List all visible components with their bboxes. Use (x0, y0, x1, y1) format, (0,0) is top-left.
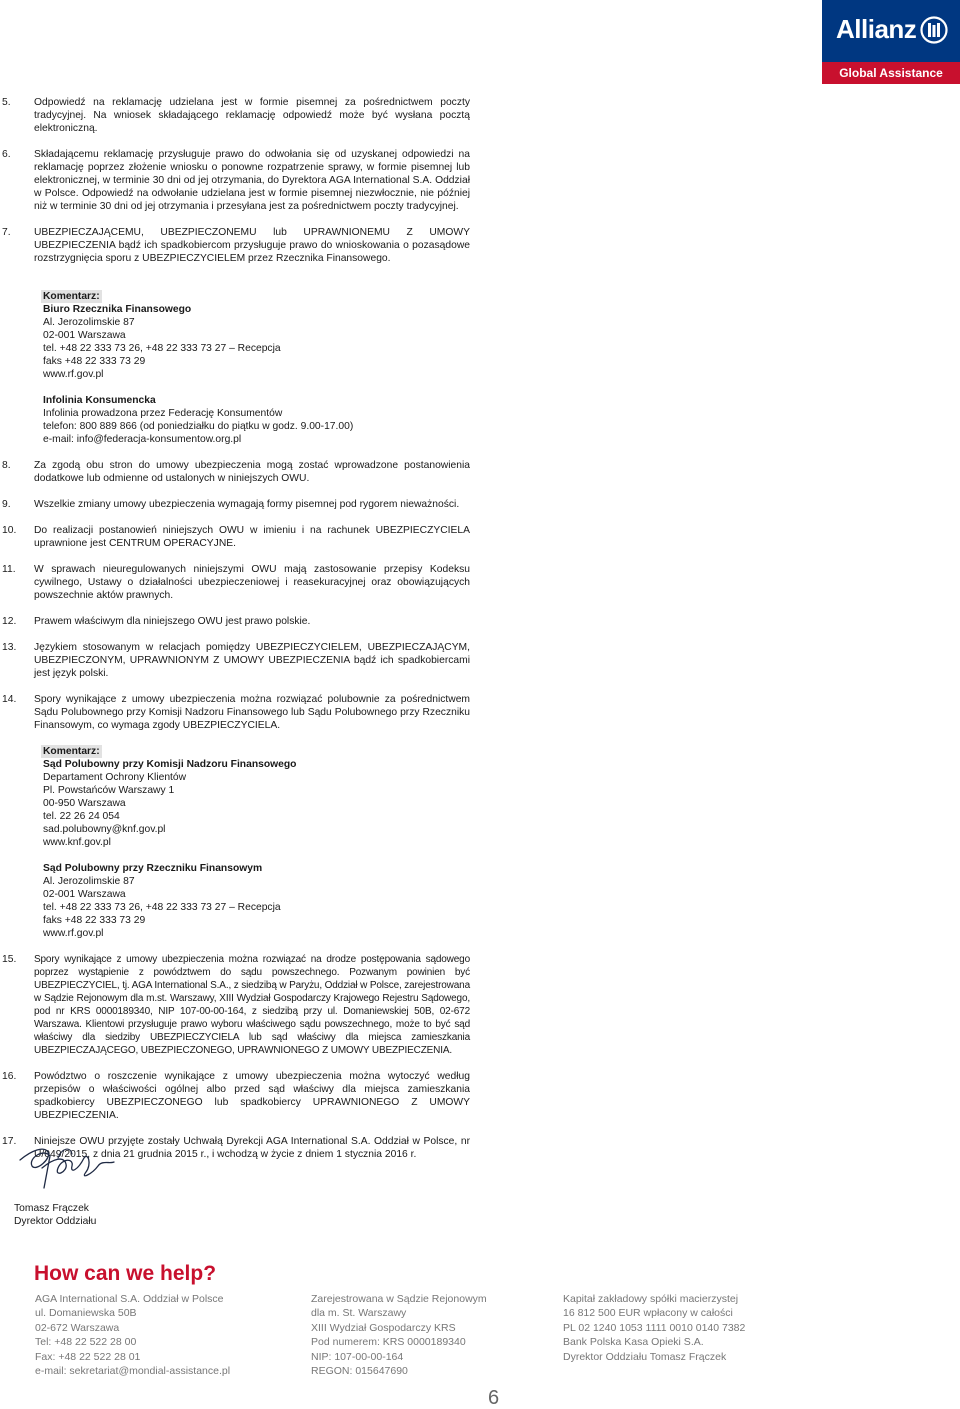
clause-number: 12. (2, 616, 17, 627)
footer-column-registration (311, 1292, 487, 1378)
footer-line: REGON: 015647690 (311, 1365, 408, 1378)
clause-number: 14. (2, 694, 17, 705)
comment-label: Komentarz: (43, 291, 100, 302)
clause-5 (0, 96, 470, 135)
clause-15 (0, 953, 470, 1057)
clause-text: Za zgodą obu stron do umowy ubezpieczenia mogą zostać wprowadzone postanowienia dodatkowe lub odmienne od ustalonych w niniejszych OWU. (34, 460, 470, 484)
address-phone: tel. +48 22 333 73 26, +48 22 333 73 27 – Recepcja (43, 902, 281, 913)
clause-number: 15. (2, 954, 17, 965)
logo-wordmark: Allianz (836, 14, 917, 44)
address-name: Biuro Rzecznika Finansowego (43, 304, 192, 315)
footer-line: dla m. St. Warszawy (311, 1307, 407, 1320)
document-body (0, 96, 470, 1174)
clause-number: 9. (2, 499, 11, 510)
address-fax: faks +48 22 333 73 29 (43, 356, 146, 367)
footer-line: NIP: 107-00-00-164 (311, 1350, 404, 1363)
address-city: 02-001 Warszawa (43, 889, 126, 900)
clause-text: Niniejsze OWU przyjęte zostały Uchwałą Dyrekcji AGA International S.A. Oddział w Polsce, nr U/049/2015, z dnia 21 grudnia 2015 r., i wchodzą w życie z dniem 1 stycznia 2016 r. (34, 1136, 470, 1160)
comment-box-infolinia (43, 394, 470, 446)
clause-6 (0, 148, 470, 213)
clause-text: Do realizacji postanowień niniejszych OWU w imieniu i na rachunek UBEZPIECZYCIELA uprawnione jest CENTRUM OPERACYJNE. (34, 525, 470, 549)
address-phone: tel. 22 26 24 054 (43, 811, 120, 822)
clause-number: 8. (2, 460, 11, 471)
address-name: Sąd Polubowny przy Komisji Nadzoru Finansowego (43, 759, 297, 770)
comment-box-knf (43, 745, 470, 849)
clause-text: Językiem stosowanym w relacjach pomiędzy UBEZPIECZYCIELEM, UBEZPIECZAJĄCYM, UBEZPIECZONYM, UPRAWNIONYM Z UMOWY UBEZPIECZENIA bądź ich spadkobiercami jest język polski. (34, 642, 470, 679)
footer-line: Zarejestrowana w Sądzie Rejonowym (311, 1293, 487, 1305)
address-street: Al. Jerozolimskie 87 (43, 317, 135, 328)
clause-11 (0, 563, 470, 602)
clause-text: Prawem właściwym dla niniejszego OWU jest prawo polskie. (34, 616, 311, 627)
address-street: Al. Jerozolimskie 87 (43, 876, 135, 887)
clause-text: Składającemu reklamację przysługuje prawo do odwołania się od uzyskanej odpowiedzi na reklamację poprzez złożenie wniosku o ponowne rozpatrzenie sprawy, w formie pisemnej lub elektronicznej, w terminie 30 dni od jej otrzymania, do Dyrektora AGA International S.A. Oddział w Polsce. Odpowiedź na odwołanie udzielana jest w formie pisemnej niezwłocznie, nie później niż w terminie 30 dni od jej otrzymania i przesyłana jest za pośrednictwem poczty tradycyjnej. (34, 149, 470, 212)
footer-line: Pod numerem: KRS 0000189340 (311, 1336, 466, 1349)
clause-text: UBEZPIECZAJĄCEMU, UBEZPIECZONEMU lub UPRAWNIONEMU Z UMOWY UBEZPIECZENIA bądź ich spadkobiercom przysługuje prawo do wnioskowania o pozasądowe rozstrzygnięcia sporu z UBEZPIECZYCIELEM przez Rzecznika Finansowego. (34, 227, 470, 264)
address-website: www.rf.gov.pl (43, 928, 104, 939)
address-name: Sąd Polubowny przy Rzeczniku Finansowym (43, 863, 263, 874)
clause-16 (0, 1070, 470, 1122)
comment-box-rzecznik (43, 290, 470, 381)
clause-number: 5. (2, 97, 11, 108)
address-description: Infolinia prowadzona przez Federację Konsumentów (43, 408, 283, 419)
address-city: 00-950 Warszawa (43, 798, 126, 809)
clause-number: 11. (2, 564, 16, 575)
clause-text: Powództwo o roszczenie wynikające z umowy ubezpieczenia można wytoczyć według przepisów o właściwości ogólnej albo przed sąd właściwy dla miejsca zamieszkania spadkobiercy UBEZPIECZONEGO lub spadkobiercy UPRAWNIONEGO Z UMOWY UBEZPIECZENIA. (34, 1071, 470, 1121)
comment-label: Komentarz: (43, 746, 100, 757)
footer-line: Kapitał zakładowy spółki macierzystej (563, 1293, 739, 1305)
comment-box-sad-rf (43, 862, 470, 940)
address-city: 02-001 Warszawa (43, 330, 126, 341)
clause-13 (0, 641, 470, 680)
clause-7 (0, 226, 470, 265)
clause-text: Wszelkie zmiany umowy ubezpieczenia wymagają formy pisemnej pod rygorem nieważności. (34, 499, 460, 510)
clause-text: Spory wynikające z umowy ubezpieczenia można rozwiązać polubownie za pośrednictwem Sądu Polubownego przy Komisji Nadzoru Finansowego lub Sądu Polubownego przy Rzeczniku Finansowym, co wymaga zgody UBEZPIECZYCIELA. (34, 694, 470, 731)
clause-text: Odpowiedź na reklamację udzielana jest w formie pisemnej za pośrednictwem poczty tradycyjnej. Na wniosek składającego reklamację odpowiedź może być wysłana pocztą elektroniczną. (34, 97, 470, 134)
clause-number: 13. (2, 642, 17, 653)
address-name: Infolinia Konsumencka (43, 395, 156, 406)
footer-column-address (35, 1292, 230, 1378)
logo-subtitle: Global Assistance (822, 62, 960, 84)
footer-line: PL 02 1240 1053 1111 0010 0140 7382 (563, 1321, 746, 1334)
clause-12 (0, 615, 470, 628)
address-email: e-mail: info@federacja-konsumentow.org.pl (43, 434, 242, 445)
clause-number: 10. (2, 525, 17, 536)
clause-number: 6. (2, 149, 11, 160)
clause-number: 7. (2, 227, 11, 238)
address-phone: telefon: 800 889 866 (od poniedziałku do piątku w godz. 9.00-17.00) (43, 421, 354, 432)
footer-line: Fax: +48 22 522 28 01 (35, 1350, 141, 1363)
clause-text: W sprawach nieuregulowanych niniejszymi OWU mają zastosowanie przepisy Kodeksu cywilnego, Ustawy o działalności ubezpieczeniowej i reasekuracyjnej oraz obowiązujących powszechnie aktów prawnych. (34, 564, 470, 601)
clause-number: 17. (2, 1136, 17, 1147)
footer-heading: How can we help? (34, 1262, 217, 1285)
address-website: www.knf.gov.pl (43, 837, 111, 848)
clause-9 (0, 498, 470, 511)
clause-14 (0, 693, 470, 732)
clause-10 (0, 524, 470, 550)
address-street: Pl. Powstańców Warszawy 1 (43, 785, 175, 796)
clause-8 (0, 459, 470, 485)
footer-line: e-mail: sekretariat@mondial-assistance.pl (35, 1365, 231, 1378)
clause-number: 16. (2, 1071, 17, 1082)
footer-line: AGA International S.A. Oddział w Polsce (35, 1293, 224, 1305)
address-website: www.rf.gov.pl (43, 369, 104, 380)
address-fax: faks +48 22 333 73 29 (43, 915, 146, 926)
allianz-logo (822, 0, 960, 84)
footer-column-capital (563, 1292, 745, 1364)
address-email: sad.polubowny@knf.gov.pl (43, 824, 166, 835)
signatory-title: Dyrektor Oddziału (14, 1216, 97, 1227)
footer-line: Bank Polska Kasa Opieki S.A. (563, 1336, 704, 1349)
footer-line: ul. Domaniewska 50B (35, 1307, 137, 1320)
page-number: 6 (488, 1387, 500, 1409)
footer-line: Tel: +48 22 522 28 00 (35, 1336, 137, 1349)
footer-line: 16 812 500 EUR wpłacony w całości (563, 1307, 733, 1320)
footer-line: XIII Wydział Gospodarczy KRS (311, 1321, 456, 1334)
signature-block (10, 1128, 210, 1228)
footer-line: Dyrektor Oddziału Tomasz Frączek (563, 1350, 727, 1363)
allianz-eagle-icon (920, 16, 948, 44)
clause-text: Spory wynikające z umowy ubezpieczenia można rozwiązać na drodze postępowania sądowego poprzez wystąpienie z powództwem do sądu powszechnego. Pozwanym powinien być UBEZPIECZYCIEL, tj. AGA International S.A., z siedzibą w Paryżu, Oddział w Polsce, zarejestrowana w Sądzie Rejonowym dla m.st. Warszawy, XIII Wydział Gospodarczy Krajowego Rejestru Sądowego, pod nr KRS 0000189340, NIP 107-00-00-164, z siedzibą przy ul. Domaniewskiej 50B, 02-672 Warszawa. Klientowi przysługuje prawo wyboru właściwego sądu powszechnego, może to być sąd właściwy dla siedziby UBEZPIECZYCIELA lub sąd właściwy dla miejsca zamieszkania UBEZPIECZAJĄCEGO, UBEZPIECZONEGO, UPRAWNIONEGO Z UMOWY UBEZPIECZENIA. (34, 954, 470, 1056)
handwritten-signature (14, 1128, 124, 1198)
address-department: Departament Ochrony Klientów (43, 772, 187, 783)
address-phone: tel. +48 22 333 73 26, +48 22 333 73 27 – Recepcja (43, 343, 281, 354)
footer-line: 02-672 Warszawa (35, 1321, 120, 1334)
signatory-name: Tomasz Frączek (14, 1203, 89, 1214)
